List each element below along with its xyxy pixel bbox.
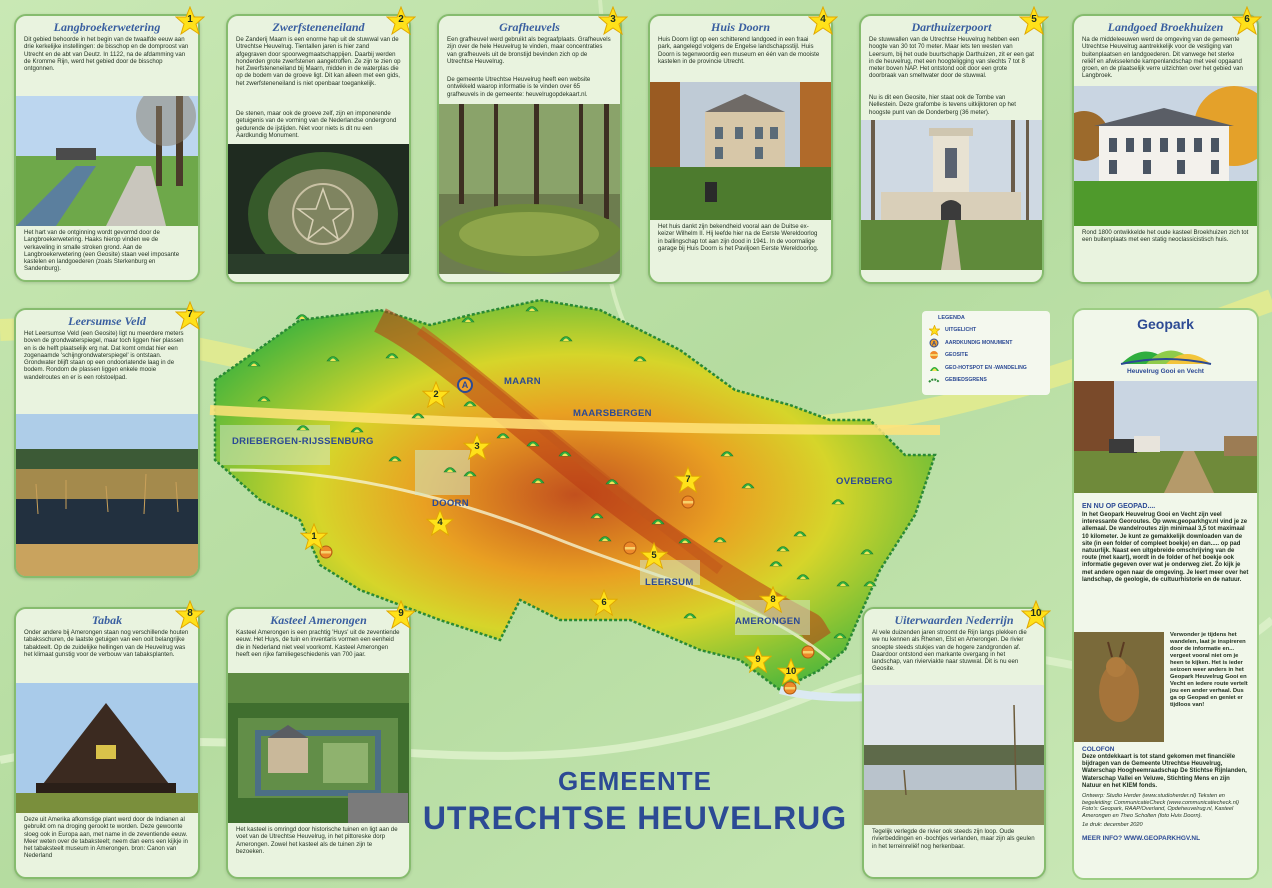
card-title: Landgoed Broekhuizen bbox=[1107, 20, 1224, 34]
card-text: Tegelijk verlegde de rivier ook steeds zijn loop. Oude rivierbeddingen en -bochtjes verlanden, maar zijn als geulen in het terreinreliëf nog herkenbaar. bbox=[872, 828, 1035, 850]
photo-canal-road bbox=[16, 96, 198, 226]
photo-uiterwaarden bbox=[864, 685, 1044, 825]
geopark-panel bbox=[1072, 308, 1259, 880]
photo-island-aerial bbox=[228, 144, 409, 274]
photo-burial-mound bbox=[439, 104, 620, 274]
photo-tabaksschuur bbox=[16, 683, 198, 813]
hotspot-marker[interactable] bbox=[833, 626, 847, 636]
card-text: Kasteel Amerongen is een prachtig 'Huys' uit de zeventiende eeuw. Het Huys, de tuin en inventaris vormen een eenheid die in Nederland niet veel voorkomt. Kasteel Amerongen heeft een rijke familiegeschiedenis van 700 jaar. bbox=[236, 629, 400, 658]
legend-title: LEGENDA bbox=[938, 315, 965, 321]
legend-label: UITGELICHT bbox=[945, 327, 977, 334]
geopark-logo: Geopark bbox=[1137, 316, 1194, 332]
hotspot-marker[interactable] bbox=[326, 349, 340, 359]
legend-label: GEO-HOTSPOT EN -WANDELING bbox=[945, 364, 1027, 371]
map-star-6[interactable]: 6 bbox=[590, 589, 618, 617]
place-doorn: DOORN bbox=[432, 498, 469, 509]
map-star-4[interactable]: 4 bbox=[426, 509, 454, 537]
hotspot-marker[interactable] bbox=[385, 346, 399, 356]
hotspot-marker[interactable] bbox=[713, 530, 727, 540]
card-text: Al vele duizenden jaren stroomt de Rijn langs plekken die we nu kennen als Rhenen, Elst en Amerongen. De rivier snoepte steeds stukjes van de hogere zandgronden af. Daardoor ontstond een markante overgang in het landschap, van rivierviakte naar stuwwal. Dit is nu een Geosite. bbox=[872, 629, 1027, 673]
card-text: Het Leersumse Veld (een Geosite) ligt nu meerdere meters boven de grondwaterspiegel, maar toch liggen hier plassen en is de helft plaatselijk erg nat. Dat komt omdat hier een zogenaamde 'schijngrondwaterspiegel' is ontstaan. Grondwater blijft staan op een ondoorlatende laag in de bodem. Rondom de plassen liggen enkele mooie wandelroutes en er is een rolstoelpad. bbox=[24, 330, 184, 381]
map-star-9[interactable]: 9 bbox=[744, 646, 772, 674]
badge-star-6: 6 bbox=[1232, 6, 1262, 36]
card-text: Deze uit Amerika afkomstige plant werd door de Indianen al gebruikt om na droging gerookt te worden. Deze gewoonte sloeg ook in Europa aan, met name in de zeventiende eeuw. Meer weten over de tabaksteelt; neem dan eens een kijkje in het tabaksteelt museum in Amerongen. bron: Canon van Nederland bbox=[24, 816, 188, 860]
hotspot-marker[interactable] bbox=[633, 349, 647, 359]
colofon-heading: COLOFON bbox=[1082, 746, 1115, 753]
card-text: Het kasteel is omringd door historische tuinen en ligt aan de voet van de Utrechtse Heuvelrug, in het pittoreske dorp Amerongen. Zowel het kasteel als de tuinen zijn te bezoeken. bbox=[236, 826, 398, 855]
more-info-link[interactable]: MEER INFO? WWW.GEOPARKHGV.NL bbox=[1082, 834, 1201, 842]
legend-row bbox=[928, 362, 1044, 375]
hotspot-marker[interactable] bbox=[463, 464, 477, 474]
geopark-logo-mark bbox=[1074, 334, 1257, 368]
hotspot-marker[interactable] bbox=[558, 444, 572, 454]
card-title: Zwerfsteneneiland bbox=[272, 20, 365, 34]
place-overberg: OVERBERG bbox=[836, 476, 893, 487]
geopad-heading: EN NU OP GEOPAD.... bbox=[1082, 503, 1156, 510]
hotspot-icon bbox=[928, 362, 940, 374]
map-title-line2: UTRECHTSE HEUVELRUG bbox=[422, 800, 848, 836]
map-star-8[interactable]: 8 bbox=[759, 586, 787, 614]
map-star-2[interactable]: 2 bbox=[422, 381, 450, 409]
hotspot-marker[interactable] bbox=[605, 472, 619, 482]
card-text: Het huis dankt zijn bekendheid vooral aan de Duitse ex-keizer Wilhelm II. Hij leefde hier na de Eerste Wereldoorlog in ballingschap tot aan zijn dood in 1941. In de voormalige garage bij Huis Doorn is het Paviljoen Eerste Wereldoorlog. bbox=[658, 223, 819, 252]
photo-broekhuizen bbox=[1074, 86, 1257, 226]
photo-tombe-nellestein bbox=[861, 120, 1042, 270]
card-title: Darthuizerpoort bbox=[911, 20, 992, 34]
card-tabak bbox=[14, 607, 200, 879]
map-star-7[interactable]: 7 bbox=[674, 466, 702, 494]
boundary-icon bbox=[928, 374, 940, 386]
hotspot-marker[interactable] bbox=[776, 539, 790, 549]
map-star-3[interactable]: 3 bbox=[463, 433, 491, 461]
hotspot-marker[interactable] bbox=[769, 554, 783, 564]
hotspot-marker[interactable] bbox=[831, 492, 845, 502]
badge-star-3: 3 bbox=[598, 6, 628, 36]
card-text: Huis Doorn ligt op een schitterend landgoed in een fraai park, aangelegd volgens de Engelse landschapsstijl. Huis Doorn is tegenwoordig een museum en één van de mooiste kastelen in de provincie Utrecht. bbox=[658, 36, 820, 65]
card-langbroekerwetering bbox=[14, 14, 200, 282]
hotspot-marker[interactable] bbox=[247, 354, 261, 364]
hotspot-marker[interactable] bbox=[863, 574, 877, 584]
badge-star-1: 1 bbox=[175, 6, 205, 36]
hotspot-marker[interactable] bbox=[296, 418, 310, 428]
place-maarsbergen: MAARSBERGEN bbox=[573, 408, 652, 419]
hotspot-marker[interactable] bbox=[836, 574, 850, 584]
card-title: Uiterwaarden Nederrijn bbox=[894, 613, 1014, 627]
legend-label: GEBIEDSGRENS bbox=[945, 377, 987, 384]
card-text: De gemeente Utrechtse Heuvelrug heeft een website ontwikkeld waarop informatie is te vinden over 65 grafheuvels in de gemeente: heuvelrugopdekaart.nl. bbox=[447, 76, 591, 98]
card-zwerfsteneneiland bbox=[226, 14, 411, 284]
card-text: Rond 1800 ontwikkelde het oude kasteel Broekhuizen zich tot een buitenplaats met een statig neoclassicistisch huis. bbox=[1082, 229, 1249, 244]
legend-label: GEOSITE bbox=[945, 352, 969, 359]
card-text: Het hart van de ontginning wordt gevormd door de Langbroekerwetering. Haaks hierop vinden we de verkaveling in smalle stroken grond. Aan de Langbroekerwetering (een Geosite) staan veel imposante kastelen en landgoederen (zoals Sterkenburg en Sandenburg). bbox=[24, 229, 180, 273]
star-icon bbox=[928, 324, 940, 336]
card-text: De Zanderij Maarn is een enorme hap uit de stuwwal van de Utrechtse Heuvelrug. Tientallen jaren is hier zand afgegraven door spoorwegmaatschappijen. Daarbij werden honderden grote zwerfstenen aangetroffen. Ze zijn te zien op het Zwerfsteneneiland bij Maarn, midden in de waterplas die op de bodem van de groeve ligt. Dit kan alleen met een gids, het zwerfsteneneiland is niet openbaar toegankelijk. bbox=[236, 36, 401, 87]
card-text: Nu is dit een Geosite, hier staat ook de Tombe van Nellestein. Deze grafombe is tevens uitkijktoren op het hoogste punt van de Donderberg (36 meter). bbox=[869, 94, 1017, 116]
card-title: Tabak bbox=[91, 613, 123, 627]
photo-deer bbox=[1074, 632, 1164, 742]
card-kasteel-amerongen bbox=[226, 607, 411, 879]
hotspot-marker[interactable] bbox=[683, 606, 697, 616]
hotspot-marker[interactable] bbox=[793, 524, 807, 534]
card-uiterwaarden-nederrijn bbox=[862, 607, 1046, 879]
monument-icon bbox=[928, 337, 940, 349]
credits-text: Ontwerp: Studio Herder (www.studioherder.nl) Teksten en begeleiding: CommunicatieCheck (www.communicatiecheck.nl) Foto's: Geopark, RAAP/Overland, Opdeheuvelrug.nl, Kasteel Amerongen en Theo Scholten (foto Huis Doorn). bbox=[1082, 793, 1240, 819]
hotspot-marker[interactable] bbox=[257, 389, 271, 399]
hotspot-marker[interactable] bbox=[559, 329, 573, 339]
badge-star-2: 2 bbox=[386, 6, 416, 36]
photo-horses bbox=[1074, 381, 1257, 498]
card-text: Een grafheuvel werd gebruikt als begraafplaats. Grafheuvels zijn over de hele Heuvelrug te vinden, maar concentraties van grafheuvels uit de bronstijd bevinden zich op de Utrechtse Heuvelrug. bbox=[447, 36, 611, 65]
legend-row bbox=[928, 349, 1044, 362]
map-star-1[interactable]: 1 bbox=[300, 523, 328, 551]
geosite-icon bbox=[928, 349, 940, 361]
card-darthuizerpoort bbox=[859, 14, 1044, 284]
hotspot-marker[interactable] bbox=[461, 310, 475, 320]
card-title: Grafheuvels bbox=[499, 20, 560, 34]
hotspot-marker[interactable] bbox=[860, 542, 874, 552]
legend bbox=[922, 311, 1050, 395]
geosite-marker[interactable] bbox=[623, 541, 637, 555]
svg-text:A: A bbox=[931, 341, 937, 348]
card-grafheuvels bbox=[437, 14, 622, 284]
legend-row bbox=[928, 374, 1044, 387]
card-text: Dit gebied behoorde in het begin van de twaalfde eeuw aan drie kerkelijke instellingen: de bisschop en de domproost van Utrecht en de abt van Deutz. In 1122, na de afdamming van de Kromme Rijn, werd het gebied door de bisschop ontgonnen. bbox=[24, 36, 189, 73]
badge-star-7: 7 bbox=[175, 301, 205, 331]
place-driebergen-rijssenburg: DRIEBERGEN-RIJSSENBURG bbox=[232, 436, 374, 447]
photo-huis-doorn bbox=[650, 82, 831, 220]
hotspot-marker[interactable] bbox=[651, 512, 665, 522]
card-huis-doorn bbox=[648, 14, 833, 284]
card-landgoed-broekhuizen bbox=[1072, 14, 1259, 284]
badge-star-4: 4 bbox=[808, 6, 838, 36]
photo-leersumse-veld bbox=[16, 414, 198, 578]
place-amerongen: AMERONGEN bbox=[735, 616, 801, 627]
hotspot-marker[interactable] bbox=[388, 449, 402, 459]
deer-text: Verwonder je tijdens het wandelen, laat je inspireren door de informatie en... vergeet vooral niet om je heen te kijken. Het is ieder seizoen weer anders in het Geopark Heuvelrug Gooi en Vecht en iedere route vertelt jou een ander verhaal. Dus ga op Geopad en geniet er tijdloos van! bbox=[1170, 632, 1248, 708]
map-star-5[interactable]: 5 bbox=[640, 542, 668, 570]
print-text: 1e druk: december 2020 bbox=[1082, 822, 1143, 829]
hotspot-marker[interactable] bbox=[590, 506, 604, 516]
monument-marker[interactable]: A bbox=[457, 377, 473, 393]
geosite-marker[interactable] bbox=[801, 645, 815, 659]
badge-star-8: 8 bbox=[175, 600, 205, 630]
geopad-text: In het Geopark Heuvelrug Gooi en Vecht zijn veel interessante Georoutes. Op www.geoparkhgv.nl vind je ze allemaal. De wandelroutes zijn minimaal 3,5 tot maximaal 10 kilometer. Je kunt ze gemakkelijk downloaden van de site (in een folder of compleet boekje) en dan..... op pad natuurlijk. Naast een uitgebreide omschrijving van de route (met kaart), wordt in de folder of het boekje ook informatie gegeven over wat je onderweg ziet. Zo kijk je met andere ogen naar de omgeving. Je leert meer over het landschap, de geologie, de cultuurhistorie en de natuur. bbox=[1082, 512, 1249, 583]
geopark-subtitle: Heuvelrug Gooi en Vecht bbox=[1127, 368, 1204, 375]
map-title-line1: GEMEENTE bbox=[558, 766, 712, 796]
legend-label: AARDKUNDIG MONUMENT bbox=[945, 339, 1013, 346]
card-title: Huis Doorn bbox=[710, 20, 771, 34]
hotspot-marker[interactable] bbox=[678, 531, 692, 541]
hotspot-marker[interactable] bbox=[720, 444, 734, 454]
photo-kasteel-amerongen bbox=[228, 673, 409, 823]
hotspot-marker[interactable] bbox=[443, 460, 457, 470]
badge-star-10: 10 bbox=[1021, 600, 1051, 630]
hotspot-marker[interactable] bbox=[531, 471, 545, 481]
map-star-10[interactable]: 10 bbox=[777, 658, 805, 686]
card-text: Onder andere bij Amerongen staan nog verschillende houten tabaksschuren, de laatste getuigen van een ooit belangrijke tabakteelt. Op de zuidelijke hellingen van de Heuvelrug was het klimaat gunstig voor de verbouw van tabaksplanten. bbox=[24, 629, 189, 658]
card-title: Langbroekerwetering bbox=[53, 20, 161, 34]
colofon-text: Deze ontdekkaart is tot stand gekomen met financiële bijdragen van de Gemeente Utrechtse Heuvelrug, Waterschap Hoogheemraadschap De Stichtse Rijnlanden, Waterschap Vallei en Veluwe, Stichting Mens en zijn Natuur en het KIEM fonds. bbox=[1082, 754, 1247, 789]
hotspot-marker[interactable] bbox=[526, 434, 540, 444]
legend-row bbox=[928, 337, 1044, 350]
card-text: De stuwwallen van de Utrechtse Heuvelrug hebben een hoogte van 30 tot 70 meter. Maar iets ten westen van Leersum, bij het oude buurtschapje Darthuizen, zit er een gat in de heuvelrug, met een hoogteligging van slechts 7 tot 8 meter boven NAP. Het ontstond ooit door een grote doorbraak van smeltwater door de stuwwal. bbox=[869, 36, 1034, 80]
hotspot-marker[interactable] bbox=[350, 420, 364, 430]
card-title: Kasteel Amerongen bbox=[270, 613, 367, 627]
badge-star-9: 9 bbox=[386, 600, 416, 630]
card-text: De stenen, maar ook de groeve zelf, zijn en imponerende getuigenis van de vorming van de Nederlandse ondergrond gedurende de ijstijden. Niet voor niets is dit nu een Aardkundig Monument. bbox=[236, 110, 397, 139]
hotspot-marker[interactable] bbox=[525, 299, 539, 309]
hotspot-marker[interactable] bbox=[295, 307, 309, 317]
hotspot-marker[interactable] bbox=[598, 529, 612, 539]
hotspot-marker[interactable] bbox=[496, 426, 510, 436]
badge-star-5: 5 bbox=[1019, 6, 1049, 36]
card-text: Na de middeleeuwen werd de omgeving van de gemeente Utrechtse Heuvelrug aantrekkelijk voor de vestiging van buitenplaatsen en landgoederen. Dit vanwege het sterke reliëf en afwisselende kampenlandschap met veel opgaand groen, en de plaatselijk verre uitzichten over het gebied van Langbroek. bbox=[1082, 36, 1243, 80]
place-leersum: LEERSUM bbox=[645, 577, 694, 588]
hotspot-marker[interactable] bbox=[741, 476, 755, 486]
place-maarn: MAARN bbox=[504, 376, 541, 387]
geosite-marker[interactable] bbox=[681, 495, 695, 509]
legend-row bbox=[928, 324, 1044, 337]
card-leersumse-veld bbox=[14, 308, 200, 578]
card-title: Leersumse Veld bbox=[68, 314, 146, 328]
hotspot-marker[interactable] bbox=[463, 394, 477, 404]
hotspot-marker[interactable] bbox=[796, 567, 810, 577]
